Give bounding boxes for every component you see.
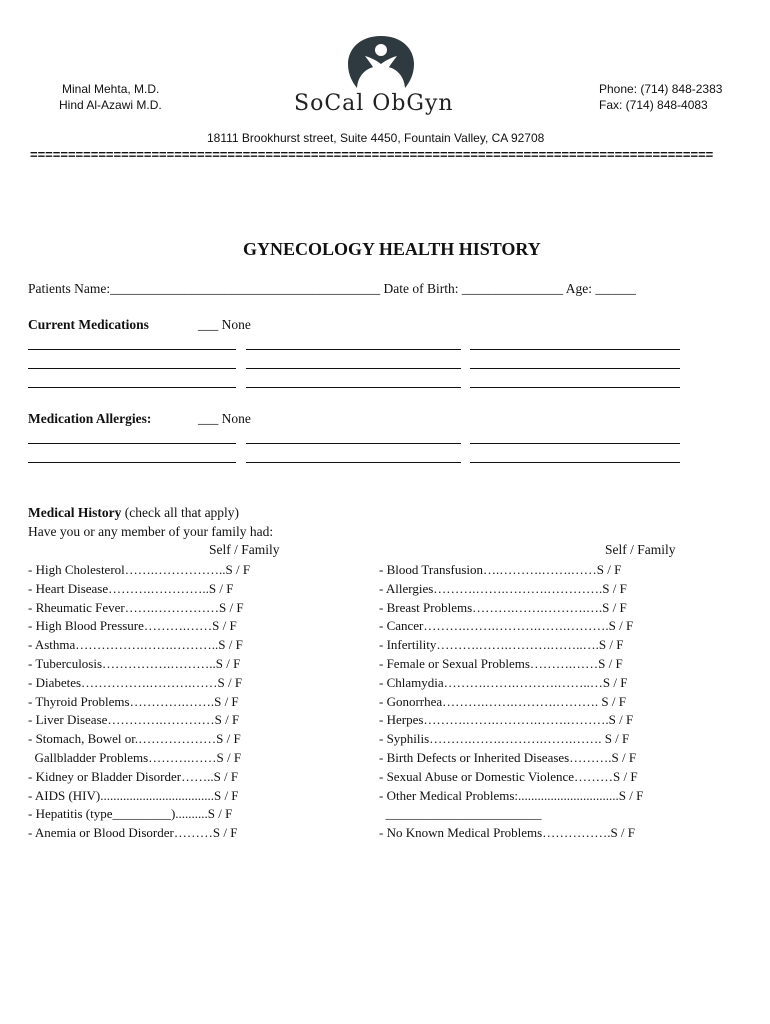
condition-item[interactable]: - Liver Disease………….…………S / F <box>28 712 240 728</box>
condition-item[interactable]: - Allergies……….…….……….………….S / F <box>379 580 627 596</box>
allergy-line-row[interactable] <box>28 462 680 464</box>
left-condition-list <box>28 561 250 843</box>
medical-history-title: Medical History <box>28 505 122 520</box>
brand-name: SoCal ObGyn <box>294 91 454 116</box>
medical-history-heading <box>28 505 239 521</box>
header-divider: ========================================================================================== <box>30 150 714 160</box>
medical-history-note: (check all that apply) <box>121 505 240 520</box>
patient-info-line[interactable]: Patients Name:________________________________________ Date of Birth: _______________ Age: ______ <box>28 281 636 296</box>
condition-item[interactable]: - Thyroid Problems………….…….S / F <box>28 693 239 709</box>
doctor-2: Hind Al-Azawi M.D. <box>59 98 162 112</box>
condition-item[interactable]: - Infertility……….…….……….……..….S / F <box>379 637 624 653</box>
condition-item[interactable]: - No Known Medical Problems…………….S / F <box>379 825 636 841</box>
condition-item[interactable]: - Rheumatic Fever…….……………S / F <box>28 599 244 615</box>
condition-item[interactable]: - High Blood Pressure……….……S / F <box>28 618 237 634</box>
condition-item[interactable]: - Breast Problems……….…….……….….S / F <box>379 599 627 615</box>
condition-item[interactable]: - Heart Disease……….…………..S / F <box>28 580 234 596</box>
doctor-1: Minal Mehta, M.D. <box>62 82 160 96</box>
right-column-header: Self / Family <box>605 542 676 557</box>
condition-item[interactable]: - Cancer……….…….……….…….……….S / F <box>379 618 634 634</box>
fax: Fax: (714) 848-4083 <box>599 98 708 112</box>
condition-item[interactable]: - Other Medical Problems:...............................S / F <box>379 787 644 803</box>
current-medications-none-checkbox[interactable]: ___ None <box>198 317 251 332</box>
phone: Phone: (714) 848-2383 <box>599 82 723 96</box>
address: 18111 Brookhurst street, Suite 4450, Fountain Valley, CA 92708 <box>207 131 545 145</box>
condition-item[interactable]: - Asthma…………….…….………..S / F <box>28 637 243 653</box>
condition-item[interactable]: Gallbladder Problems……….……S / F <box>28 749 242 765</box>
medical-history-question: Have you or any member of your family had: <box>28 524 274 539</box>
condition-item[interactable]: - Diabetes…………….……….……S / F <box>28 674 243 690</box>
condition-item[interactable]: - Blood Transfusion….……….…….……S / F <box>379 562 622 577</box>
medication-line-row[interactable] <box>28 387 680 389</box>
condition-item[interactable]: - AIDS (HIV)...................................S / F <box>28 787 239 803</box>
condition-item[interactable]: - Herpes……….…….……….…….……….S / F <box>379 712 634 728</box>
condition-item[interactable]: - Female or Sexual Problems……….……S / F <box>379 655 623 671</box>
condition-item[interactable]: - Anemia or Blood Disorder………S / F <box>28 825 238 841</box>
condition-item[interactable]: - High Cholesterol…….……………..S / F <box>28 562 251 577</box>
condition-item[interactable]: - Chlamydia……….…….……….……..…S / F <box>379 674 628 690</box>
logo-icon <box>344 34 418 90</box>
condition-item[interactable]: - Hepatitis (type_________)..........S / F <box>28 806 233 822</box>
allergies-none-checkbox[interactable]: ___ None <box>198 411 251 426</box>
right-condition-list <box>379 561 643 843</box>
other-problems-line[interactable]: ________________________ <box>379 806 542 822</box>
current-medications-label: Current Medications <box>28 317 149 332</box>
condition-item[interactable]: - Birth Defects or Inherited Diseases……….S / F <box>379 749 637 765</box>
condition-item[interactable]: - Tuberculosis…………….………..S / F <box>28 655 241 671</box>
condition-item[interactable]: - Gonorrhea……….…….……….………. S / F <box>379 693 626 709</box>
condition-item[interactable]: - Sexual Abuse or Domestic Violence………S / F <box>379 768 638 784</box>
condition-item[interactable]: - Kidney or Bladder Disorder……..S / F <box>28 768 239 784</box>
page-title: GYNECOLOGY HEALTH HISTORY <box>243 239 541 259</box>
medication-line-row[interactable] <box>28 349 680 351</box>
allergy-line-row[interactable] <box>28 443 680 445</box>
condition-item[interactable]: - Stomach, Bowel or.………………S / F <box>28 731 241 747</box>
medication-line-row[interactable] <box>28 368 680 370</box>
condition-item[interactable]: - Syphilis……….…….……….…….……. S / F <box>379 731 630 747</box>
left-column-header: Self / Family <box>209 542 280 557</box>
medication-allergies-label: Medication Allergies: <box>28 411 152 426</box>
